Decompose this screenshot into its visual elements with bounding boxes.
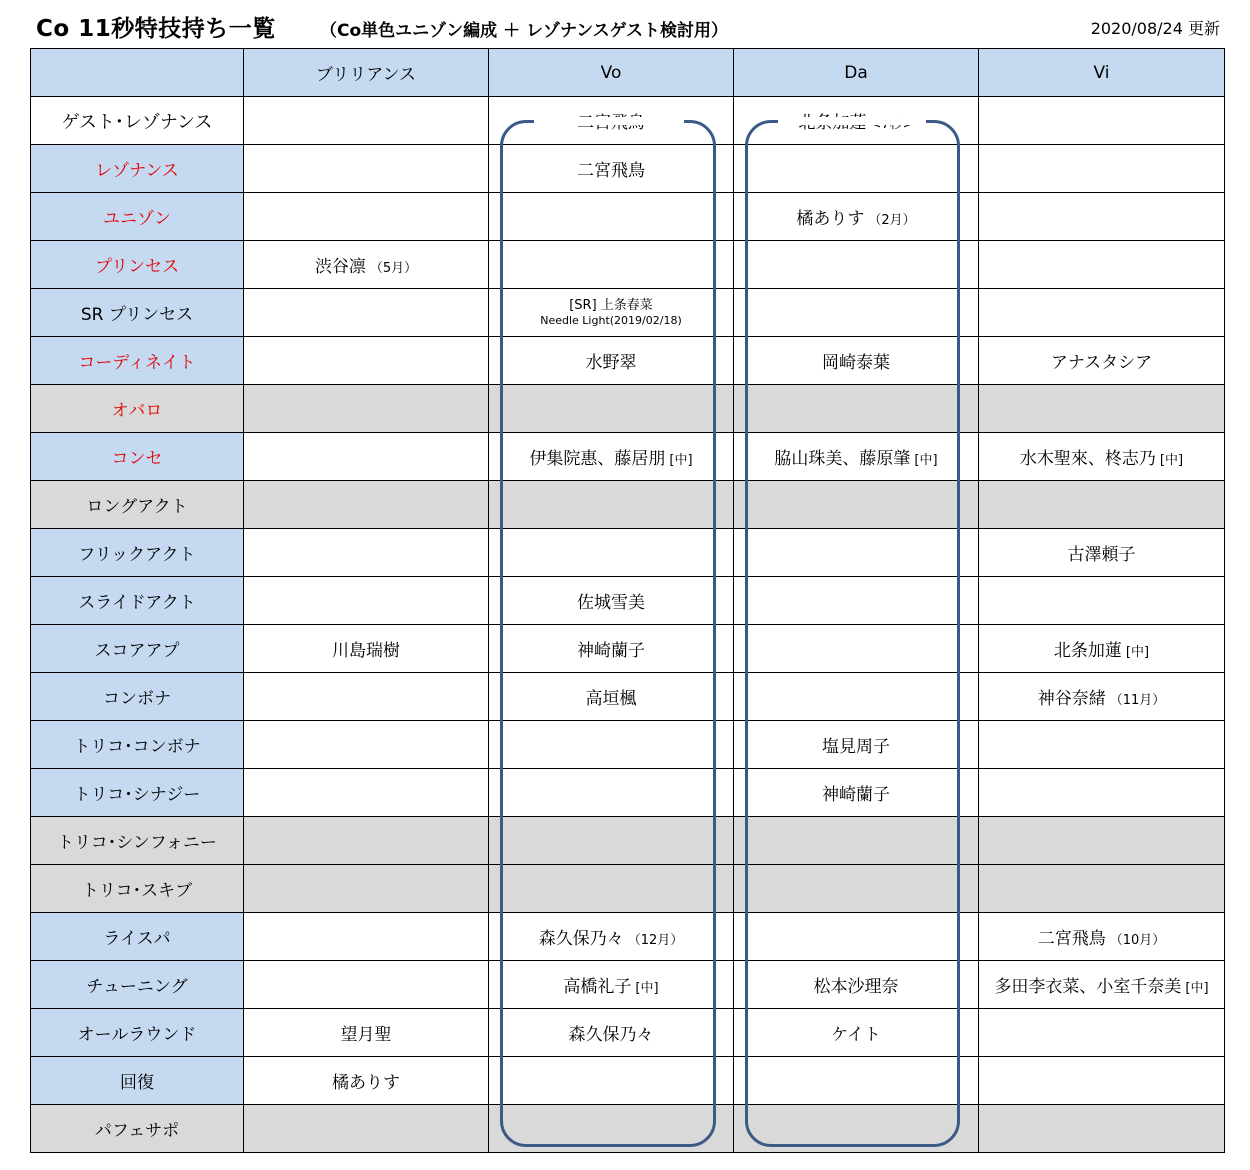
cell-da xyxy=(734,913,979,961)
cell-vo xyxy=(489,817,734,865)
table-row xyxy=(31,1105,1225,1153)
cell-text: 橘ありす xyxy=(796,209,865,229)
table-row xyxy=(31,337,1225,385)
cell-vi xyxy=(979,433,1225,481)
cell-vo xyxy=(489,433,734,481)
cell-vo xyxy=(489,913,734,961)
cell-da xyxy=(734,433,979,481)
cell-da xyxy=(734,289,979,337)
table-row xyxy=(31,577,1225,625)
cell-text: 橘ありす xyxy=(332,1073,400,1093)
cell-text: 古澤頼子 xyxy=(1067,545,1136,565)
row-label: チューニング xyxy=(31,961,244,1009)
cell-vo xyxy=(489,865,734,913)
page-header xyxy=(0,0,1250,48)
cell-vi xyxy=(979,1057,1225,1105)
row-label: スコアアプ xyxy=(31,625,244,673)
cell-subtext: Needle Light(2019/02/18) xyxy=(540,313,682,327)
cell-da xyxy=(734,529,979,577)
cell-brilliance xyxy=(244,865,489,913)
header-cell-da: Da xyxy=(734,49,979,97)
cell-brilliance xyxy=(244,961,489,1009)
cell-brilliance xyxy=(244,481,489,529)
cell-vi xyxy=(979,481,1225,529)
table-row xyxy=(31,1057,1225,1105)
cell-vo xyxy=(489,625,734,673)
cell-da xyxy=(734,145,979,193)
cell-text: [SR] 上条春菜 xyxy=(569,297,653,313)
cell-text: 水木聖來、柊志乃 xyxy=(1019,449,1156,469)
table-row xyxy=(31,769,1225,817)
cell-note: [中] xyxy=(1159,453,1184,468)
table-row xyxy=(31,433,1225,481)
cell-vi xyxy=(979,241,1225,289)
row-label: レゾナンス xyxy=(31,145,244,193)
cell-brilliance xyxy=(244,241,489,289)
table-row xyxy=(31,241,1225,289)
cell-brilliance xyxy=(244,337,489,385)
cell-da xyxy=(734,1105,979,1153)
row-label: ロングアクト xyxy=(31,481,244,529)
row-label: 回復 xyxy=(31,1057,244,1105)
cell-vi xyxy=(979,529,1225,577)
cell-brilliance xyxy=(244,1105,489,1153)
cell-text: 神谷奈緒 xyxy=(1037,689,1106,709)
cell-vo xyxy=(489,337,734,385)
table-row xyxy=(31,529,1225,577)
cell-note: [中] xyxy=(669,453,693,468)
cell-vo xyxy=(489,481,734,529)
cell-note: （11月） xyxy=(1109,693,1166,708)
cell-brilliance xyxy=(244,193,489,241)
cell-note: [中] xyxy=(635,981,659,996)
row-label: SR プリンセス xyxy=(31,289,244,337)
vo-bracket-gap xyxy=(534,117,684,125)
row-label: オバロ xyxy=(31,385,244,433)
cell-brilliance xyxy=(244,289,489,337)
cell-brilliance xyxy=(244,433,489,481)
cell-da xyxy=(734,1009,979,1057)
cell-note: （10月） xyxy=(1109,933,1166,948)
cell-da xyxy=(734,385,979,433)
cell-vi xyxy=(979,577,1225,625)
updated-date: 2020/08/24 更新 xyxy=(1090,19,1220,38)
cell-vi xyxy=(979,193,1225,241)
cell-brilliance xyxy=(244,385,489,433)
cell-vo xyxy=(489,529,734,577)
row-label: プリンセス xyxy=(31,241,244,289)
cell-da xyxy=(734,481,979,529)
cell-text: 北条加蓮 xyxy=(1053,641,1122,661)
cell-note: [中] xyxy=(1185,981,1209,996)
cell-vi xyxy=(979,865,1225,913)
cell-text: 森久保乃々 xyxy=(538,929,624,949)
cell-text: 川島瑞樹 xyxy=(332,641,400,661)
cell-text: 岡崎泰葉 xyxy=(822,353,890,373)
guest-brilliance xyxy=(244,97,489,145)
cell-vo xyxy=(489,769,734,817)
row-label: フリックアクト xyxy=(31,529,244,577)
row-label: ユニゾン xyxy=(31,193,244,241)
table-row xyxy=(31,913,1225,961)
cell-text: 佐城雪美 xyxy=(577,593,645,613)
cell-brilliance xyxy=(244,817,489,865)
cell-text: 神崎蘭子 xyxy=(577,641,645,661)
skill-table xyxy=(30,48,1225,1153)
cell-text: 水野翠 xyxy=(585,353,637,373)
cell-vi xyxy=(979,289,1225,337)
cell-brilliance xyxy=(244,1009,489,1057)
table-row xyxy=(31,145,1225,193)
cell-brilliance xyxy=(244,913,489,961)
cell-vo xyxy=(489,289,734,337)
cell-vo xyxy=(489,1009,734,1057)
cell-vi xyxy=(979,961,1225,1009)
cell-brilliance xyxy=(244,721,489,769)
cell-note: [中] xyxy=(1125,645,1150,660)
row-label: コンボナ xyxy=(31,673,244,721)
table-row xyxy=(31,673,1225,721)
cell-vi xyxy=(979,1105,1225,1153)
row-label: コンセ xyxy=(31,433,244,481)
cell-da xyxy=(734,1057,979,1105)
cell-vo xyxy=(489,577,734,625)
cell-brilliance xyxy=(244,625,489,673)
table-row xyxy=(31,289,1225,337)
cell-vo xyxy=(489,673,734,721)
cell-vi xyxy=(979,337,1225,385)
cell-vo xyxy=(489,961,734,1009)
cell-text: 渋谷凛 xyxy=(314,257,366,277)
cell-text: 二宮飛鳥 xyxy=(577,161,645,181)
cell-da xyxy=(734,721,979,769)
guest-vi xyxy=(979,97,1225,145)
cell-text: ケイト xyxy=(831,1025,881,1045)
table-row xyxy=(31,193,1225,241)
header-cell-brilliance: ブリリアンス xyxy=(244,49,489,97)
cell-vo xyxy=(489,145,734,193)
cell-vo xyxy=(489,1057,734,1105)
cell-vi xyxy=(979,721,1225,769)
cell-vi xyxy=(979,625,1225,673)
row-label: コーディネイト xyxy=(31,337,244,385)
cell-vi xyxy=(979,817,1225,865)
table-row xyxy=(31,625,1225,673)
cell-text: 二宮飛鳥 xyxy=(1037,929,1106,949)
cell-text: 望月聖 xyxy=(340,1025,392,1045)
cell-text: 脇山珠美、藤原肇 xyxy=(774,449,911,469)
cell-vo xyxy=(489,721,734,769)
header-cell-corner xyxy=(31,49,244,97)
cell-da xyxy=(734,769,979,817)
cell-note: [中] xyxy=(914,453,938,468)
table-row xyxy=(31,481,1225,529)
cell-text: 森久保乃々 xyxy=(568,1025,654,1045)
cell-brilliance xyxy=(244,577,489,625)
cell-brilliance xyxy=(244,769,489,817)
cell-da xyxy=(734,577,979,625)
cell-vo xyxy=(489,241,734,289)
cell-text: 塩見周子 xyxy=(822,737,890,757)
cell-vo xyxy=(489,1105,734,1153)
cell-text: 多田李衣菜、小室千奈美 xyxy=(994,977,1182,997)
row-label: スライドアクト xyxy=(31,577,244,625)
cell-text: 松本沙理奈 xyxy=(813,977,899,997)
cell-brilliance xyxy=(244,673,489,721)
cell-vi xyxy=(979,913,1225,961)
table-row xyxy=(31,385,1225,433)
row-label: トリコ･シンフォニー xyxy=(31,817,244,865)
row-label: パフェサポ xyxy=(31,1105,244,1153)
cell-vo xyxy=(489,385,734,433)
header-cell-vo: Vo xyxy=(489,49,734,97)
table-row xyxy=(31,961,1225,1009)
cell-da xyxy=(734,961,979,1009)
cell-da xyxy=(734,337,979,385)
page-subtitle: （Co単色ユニゾン編成 ＋ レゾナンスゲスト検討用） xyxy=(320,21,728,41)
cell-brilliance xyxy=(244,145,489,193)
cell-text: 高垣楓 xyxy=(585,689,637,709)
cell-da xyxy=(734,193,979,241)
guest-label: ゲスト･レゾナンス xyxy=(31,97,244,145)
table-row xyxy=(31,721,1225,769)
cell-da xyxy=(734,673,979,721)
cell-vi xyxy=(979,145,1225,193)
row-label: トリコ･シナジー xyxy=(31,769,244,817)
cell-vo xyxy=(489,193,734,241)
cell-da xyxy=(734,241,979,289)
table-row xyxy=(31,817,1225,865)
row-label: ライスパ xyxy=(31,913,244,961)
cell-note: （5月） xyxy=(369,261,418,276)
cell-text: 神崎蘭子 xyxy=(822,785,890,805)
page-title: Co 11秒特技持ち一覧 xyxy=(36,16,276,42)
row-label: オールラウンド xyxy=(31,1009,244,1057)
cell-vi xyxy=(979,673,1225,721)
cell-da xyxy=(734,865,979,913)
cell-vi xyxy=(979,385,1225,433)
table-row xyxy=(31,865,1225,913)
header-row xyxy=(31,49,1225,97)
row-label: トリコ･スキブ xyxy=(31,865,244,913)
cell-note: （2月） xyxy=(868,213,916,228)
cell-vi xyxy=(979,1009,1225,1057)
cell-da xyxy=(734,625,979,673)
cell-text: アナスタシア xyxy=(1050,353,1153,373)
cell-text: 伊集院惠、藤居朋 xyxy=(529,449,666,469)
cell-note: （12月） xyxy=(627,933,684,948)
cell-vi xyxy=(979,769,1225,817)
cell-da xyxy=(734,817,979,865)
da-bracket-gap xyxy=(778,117,926,125)
table-row xyxy=(31,1009,1225,1057)
row-label: トリコ･コンボナ xyxy=(31,721,244,769)
cell-brilliance xyxy=(244,1057,489,1105)
header-cell-vi: Vi xyxy=(979,49,1225,97)
cell-brilliance xyxy=(244,529,489,577)
cell-text: 高橋礼子 xyxy=(563,977,632,997)
